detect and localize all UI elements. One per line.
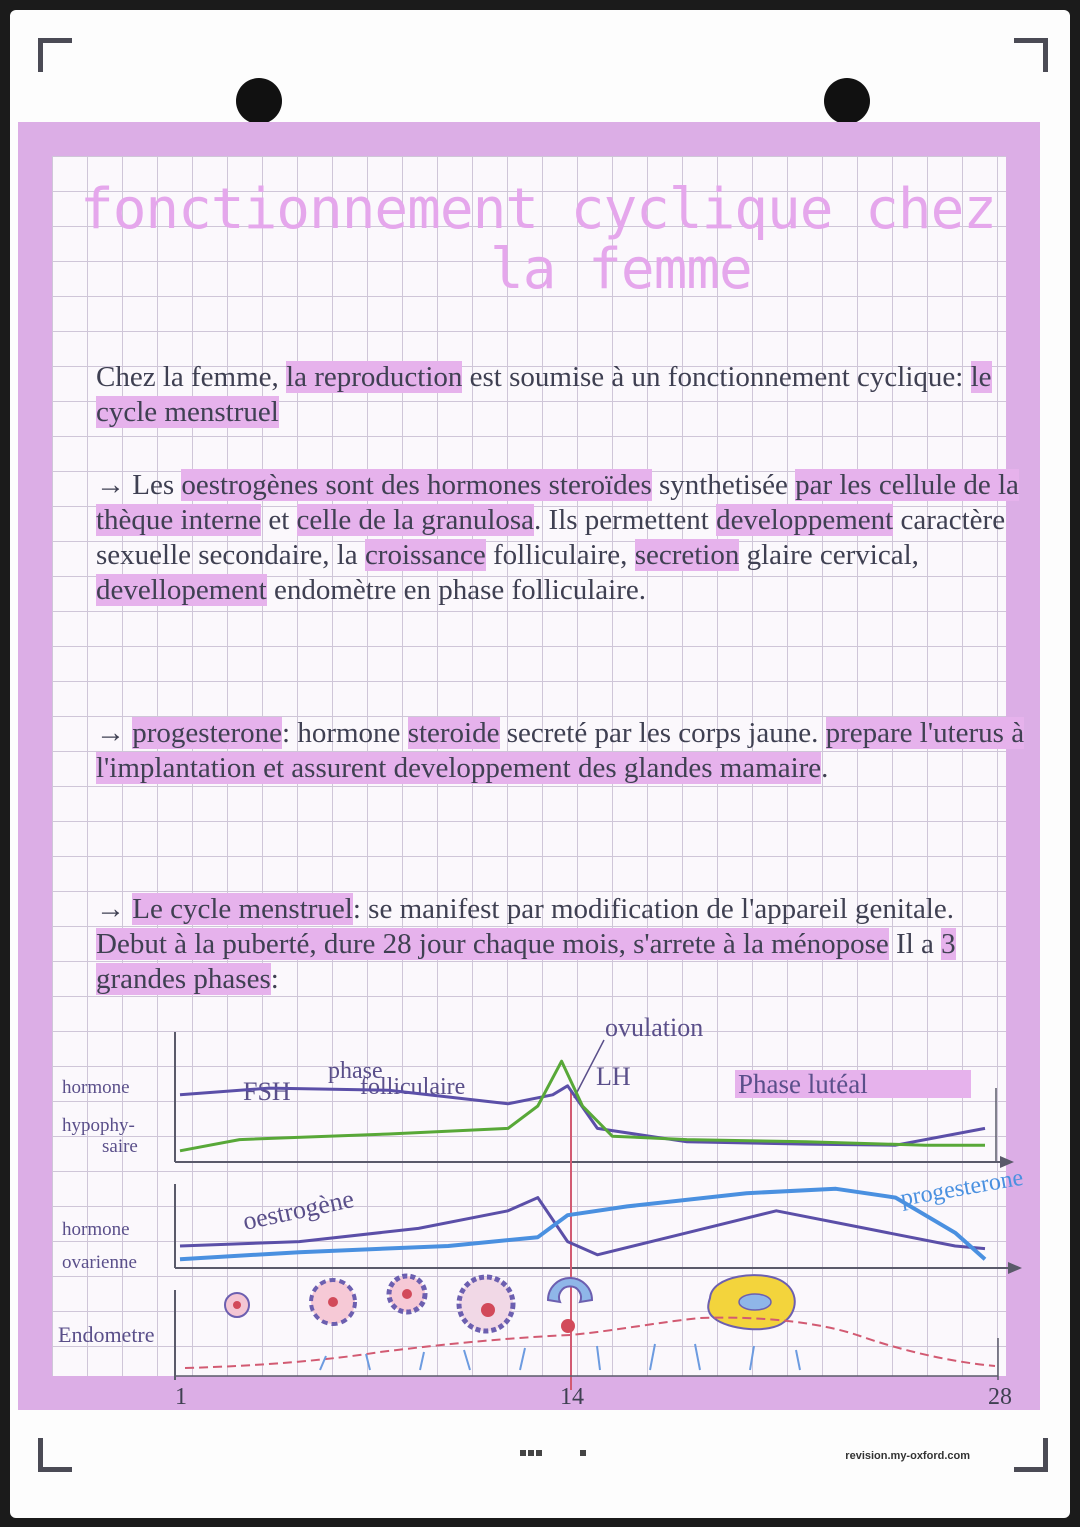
endometrium-surface <box>185 1318 995 1368</box>
panel2-label-b: ovarienne <box>62 1252 137 1273</box>
footer-logo: revision.my-oxford.com <box>845 1450 970 1462</box>
series-label-lh: LH <box>596 1062 631 1091</box>
progesterone-paragraph: → progesterone: hormone steroide secreté par les corps jaune. prepare l'uterus à l'implantation et assurent developpement des glandes mamaire. <box>96 717 1025 784</box>
series-label-oestrogene: oestrogène <box>240 1184 357 1236</box>
corpus-luteum-icon <box>708 1275 795 1329</box>
panel1-label-c: saire <box>102 1136 138 1157</box>
arrow-icon <box>1008 1262 1022 1274</box>
series-label-fsh: FSH <box>243 1077 291 1106</box>
x-tick-label: 1 <box>175 1384 187 1410</box>
follicle-primary-icon <box>311 1280 355 1324</box>
ovulation-label: ovulation <box>605 1013 704 1042</box>
phase-folliculaire-label-a: phase <box>328 1058 383 1084</box>
x-tick-label: 14 <box>560 1384 584 1410</box>
panel1-label-a: hormone <box>62 1077 130 1098</box>
endometre-label: Endometre <box>58 1322 155 1347</box>
follicle-primordial-icon <box>225 1293 249 1317</box>
page-title: fonctionnement cyclique chez la femme <box>80 177 997 302</box>
panel1-label-b: hypophy- <box>62 1115 135 1136</box>
series-label-progesterone: progesterone <box>898 1164 1026 1212</box>
panel2-label-a: hormone <box>62 1219 130 1240</box>
x-tick-label: 28 <box>988 1384 1012 1410</box>
cycle-paragraph: → Le cycle menstruel: se manifest par modification de l'appareil genitale. Debut à la puberté, dure 28 jour chaque mois, s'arrete à la ménopose Il a 3 grandes phases: <box>96 893 956 995</box>
phase-folliculaire-label-b: folliculaire <box>360 1074 466 1100</box>
phase-luteale-label: Phase lutéal <box>738 1069 868 1099</box>
intro-paragraph: Chez la femme, la reproduction est soumise à un fonctionnement cyclique: le cycle menstruel <box>96 361 992 428</box>
follicle-tertiary-icon <box>459 1277 513 1331</box>
endometrium-glands <box>320 1344 800 1370</box>
follicle-secondary-icon <box>389 1276 425 1312</box>
oestrogenes-paragraph: → Les oestrogènes sont des hormones steroïdes synthetisée par les cellule de la thèque interne et celle de la granulosa. Ils permettent developpement caractère sexuelle secondaire, la croissance folliculaire, secretion glaire cervical, devellopement endomètre en phase folliculaire. <box>96 469 1019 606</box>
